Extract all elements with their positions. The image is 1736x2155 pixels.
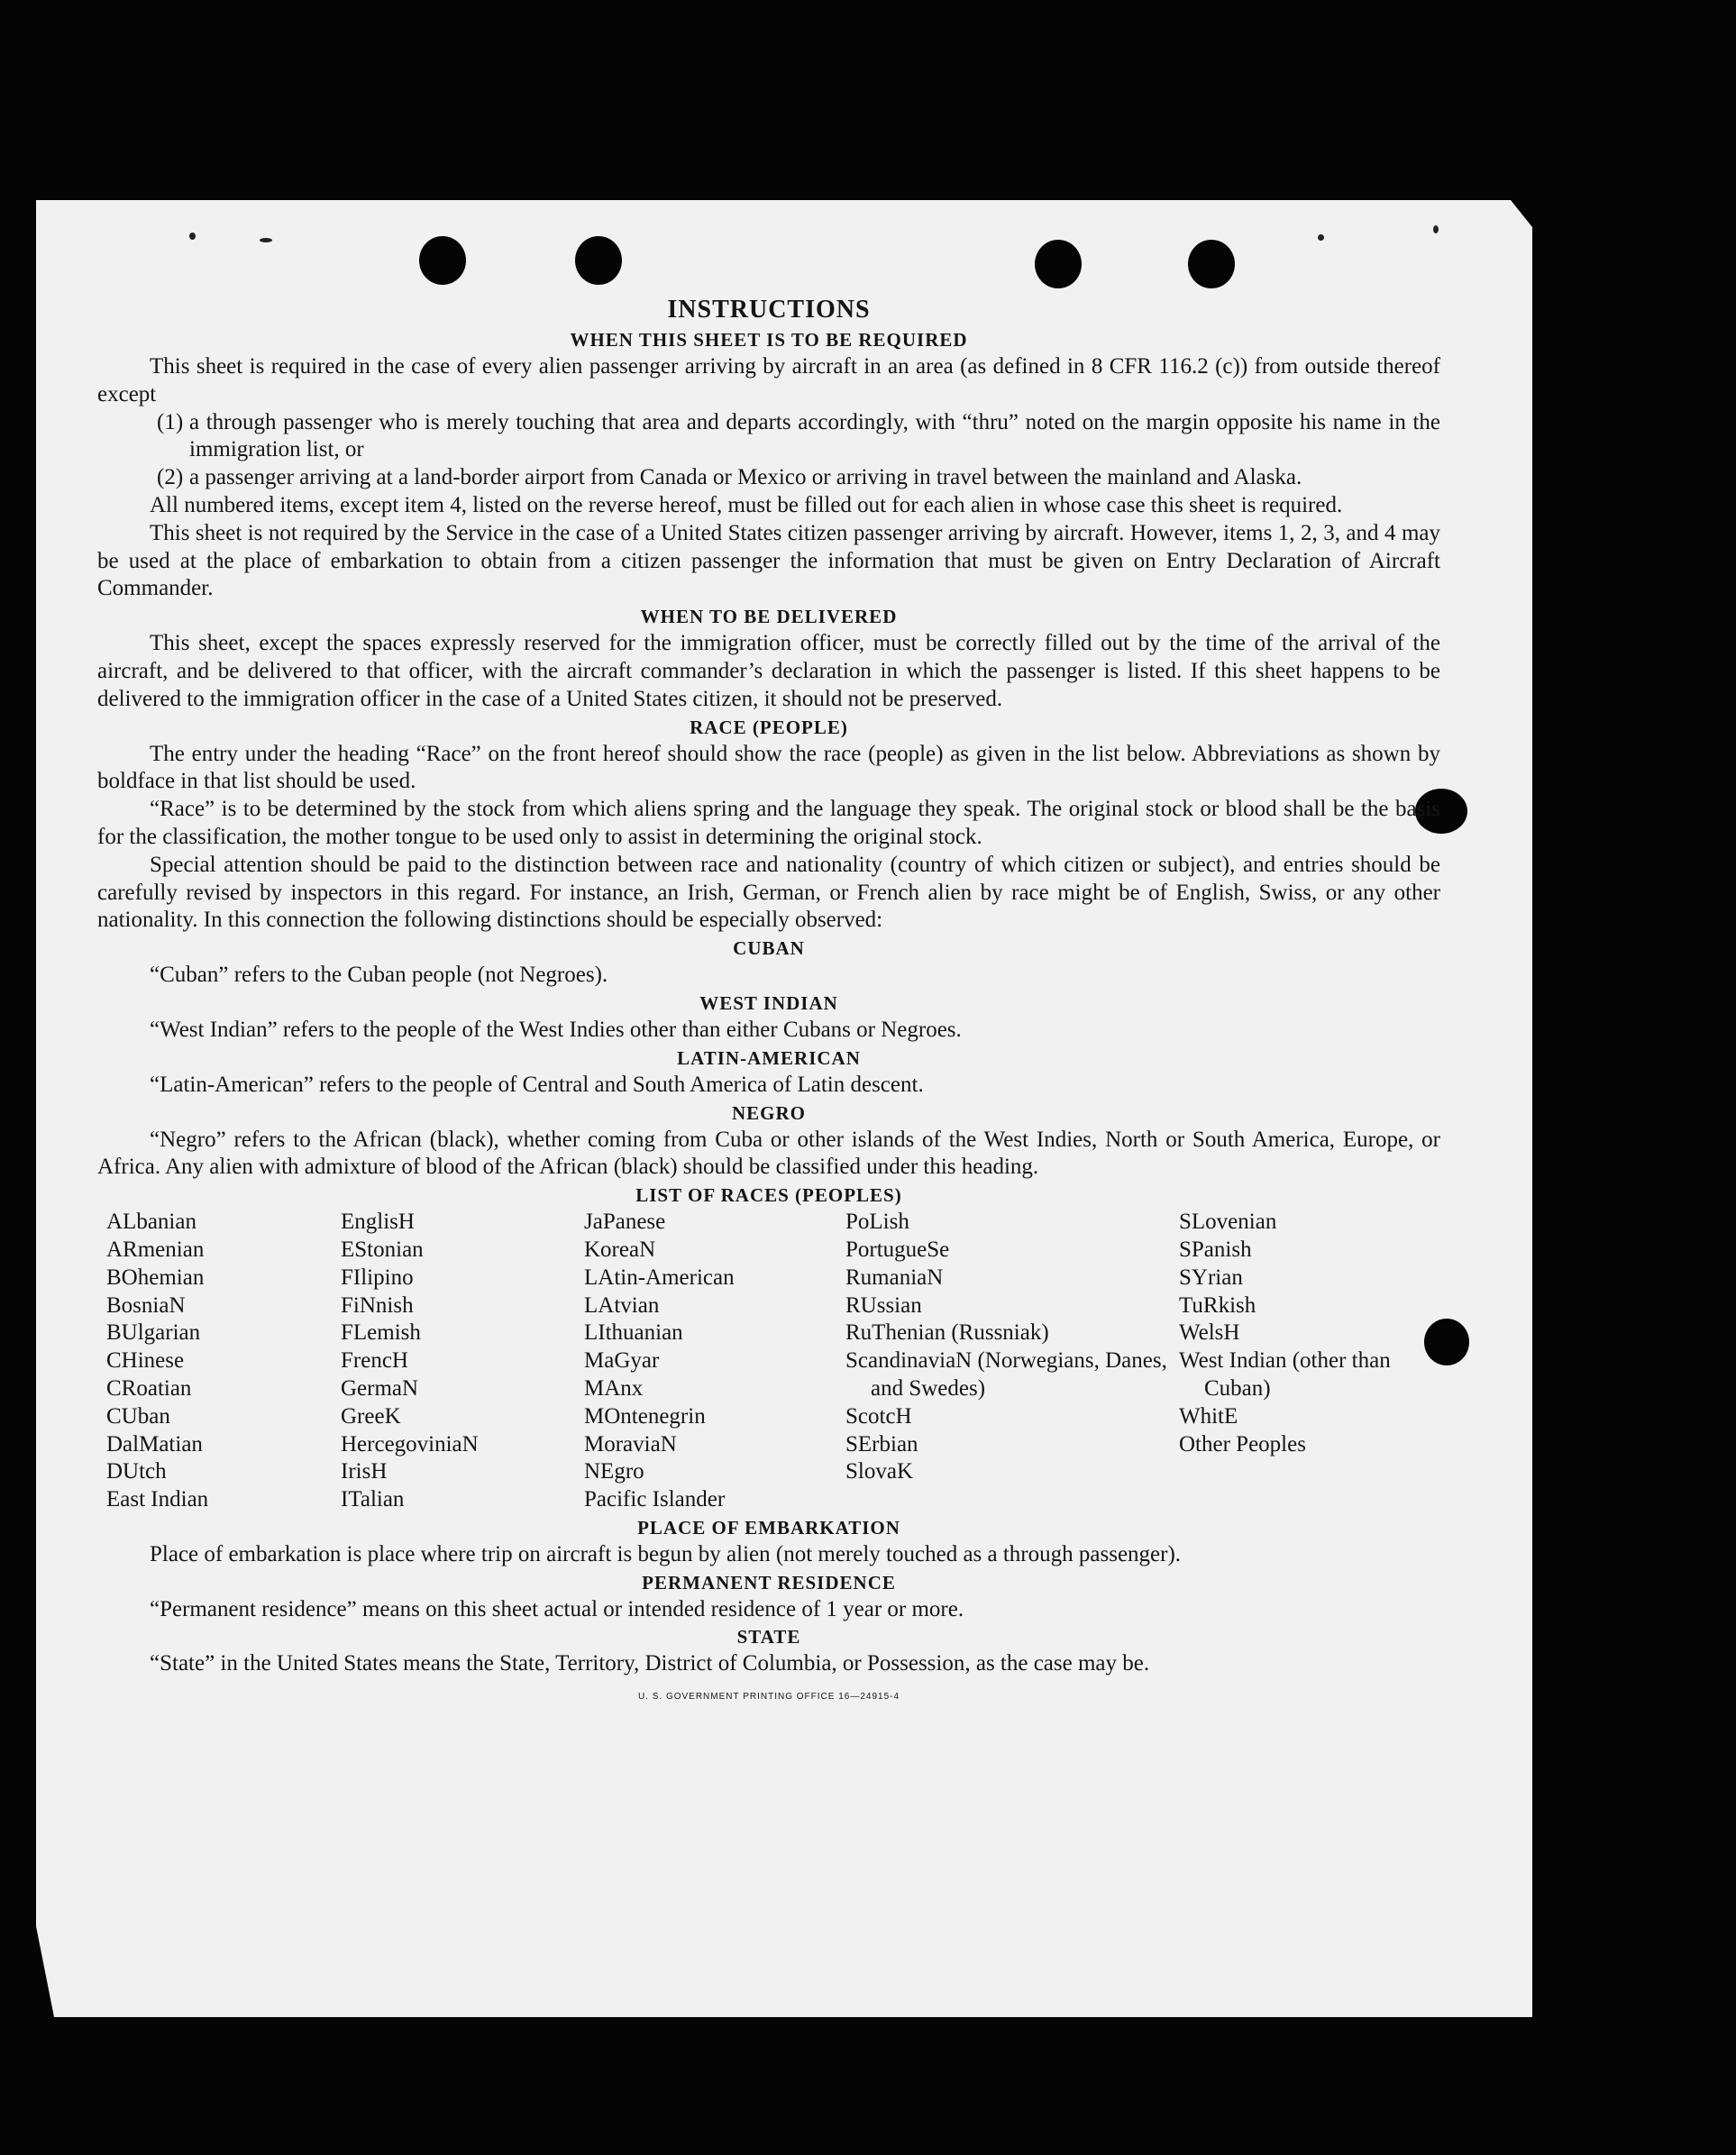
race-item: SErbian — [845, 1431, 918, 1456]
item-text: a through passenger who is merely touching that area and departs accordingly, with “thru” noted on the margin opposite his name in the immigration list, or — [189, 409, 1440, 462]
race-item: West Indian (other than Cuban) — [1179, 1348, 1391, 1401]
race-item: BosniaN — [106, 1292, 186, 1318]
race-item: DalMatian — [106, 1431, 203, 1456]
race-item: MaGyar — [584, 1348, 660, 1374]
section-heading: RACE (PEOPLE) — [690, 716, 848, 738]
race-item: NEgro — [584, 1459, 644, 1484]
speck — [1433, 225, 1439, 233]
item-text: a passenger arriving at a land-border airport from Canada or Mexico or arriving in travel between the mainland and Alaska. — [189, 465, 1302, 490]
race-item: SPanish — [1179, 1237, 1252, 1262]
race-item: FIlipino — [341, 1265, 414, 1290]
race-item: WelsH — [1179, 1320, 1240, 1346]
race-item: BUlgarian — [106, 1320, 201, 1346]
race-item: East Indian — [106, 1487, 209, 1512]
printer-imprint: U. S. GOVERNMENT PRINTING OFFICE 16—24915-4 — [637, 1692, 900, 1703]
race-item: FiNnish — [341, 1292, 414, 1318]
race-item: ScotcH — [845, 1403, 912, 1429]
race-item: GermaN — [341, 1375, 419, 1401]
punch-hole — [1188, 240, 1235, 288]
race-item: RumaniaN — [845, 1265, 944, 1290]
race-column — [584, 1209, 845, 1514]
instructions-content — [97, 294, 1440, 1712]
race-column — [845, 1209, 1179, 1514]
list-item — [97, 464, 1440, 492]
paragraph: This sheet is required in the case of every alien passenger arriving by aircraft in an area (as defined in 8 CFR 116.2 (c)) from outside thereof except — [97, 354, 1440, 406]
race-item: FrencH — [341, 1348, 408, 1374]
paragraph: This sheet, except the spaces expressly reserved for the immigration officer, must be correctly filled out by the time of the arrival of the aircraft, and be delivered to that officer, with the aircraft commander’s declaration in which the passenger is listed. If this sheet happens to be delivered to the immigration officer in the case of a United States citizen, it should not be preserved. — [97, 631, 1440, 711]
race-item: RuThenian (Russniak) — [845, 1320, 1049, 1346]
race-item: MOntenegrin — [584, 1403, 706, 1429]
race-item: LIthuanian — [584, 1320, 683, 1346]
paragraph: “Cuban” refers to the Cuban people (not Negroes). — [150, 963, 608, 988]
paragraph: “Permanent residence” means on this sheet actual or intended residence of 1 year or more. — [150, 1596, 964, 1621]
race-item: PoLish — [845, 1210, 909, 1235]
section-heading: NEGRO — [731, 1101, 806, 1124]
punch-hole — [1035, 240, 1082, 288]
race-item: ScandinaviaN (Norwegians, Danes, and Swedes) — [845, 1348, 1167, 1401]
race-item: LAtvian — [584, 1292, 660, 1318]
list-item — [97, 409, 1440, 465]
punch-hole — [419, 236, 466, 285]
race-item: EStonian — [341, 1237, 424, 1262]
race-item: CHinese — [106, 1348, 185, 1374]
section-heading: CUBAN — [733, 937, 805, 960]
section-heading: LIST OF RACES (PEOPLES) — [635, 1184, 902, 1207]
race-column — [341, 1209, 584, 1514]
paragraph: “State” in the United States means the State, Territory, District of Columbia, or Possession, as the case may be. — [150, 1651, 1150, 1676]
paragraph: “Latin-American” refers to the people of Central and South America of Latin descent. — [150, 1072, 924, 1097]
paragraph: This sheet is not required by the Service in the case of a United States citizen passenger arriving by aircraft. However, items 1, 2, 3, and 4 may be used at the place of embarkation to obtain from a citizen passenger the information that must be given on Entry Declaration of Aircraft Commander. — [97, 520, 1440, 601]
paragraph: The entry under the heading “Race” on the front hereof should show the race (people) as given in the list below. Abbreviations as shown by boldface in that list should be used. — [97, 741, 1440, 794]
race-item: EnglisH — [341, 1210, 415, 1235]
definitions — [97, 935, 1440, 1182]
race-item: PortugueSe — [845, 1237, 950, 1262]
race-item: HercegoviniaN — [341, 1431, 479, 1456]
race-item: SlovaK — [845, 1459, 913, 1484]
race-item: GreeK — [341, 1403, 401, 1429]
race-item: ARmenian — [106, 1237, 205, 1262]
paragraph: Special attention should be paid to the distinction between race and nationality (country of which citizen or subject), and entries should be carefully revised by inspectors in this regard. For instance, an Irish, German, or French alien by race might be of English, Swiss, or any other nationality. In this connection the following distinctions should be especially observed: — [97, 852, 1440, 933]
paragraph: “Negro” refers to the African (black), whether coming from Cuba or other islands of the West Indies, North or South America, Europe, or Africa. Any alien with admixture of blood of the African (black) should be classified under this heading. — [97, 1127, 1440, 1180]
race-item: JaPanese — [584, 1210, 666, 1235]
race-item: DUtch — [106, 1459, 167, 1484]
speck — [1318, 234, 1324, 241]
page-title: INSTRUCTIONS — [667, 296, 871, 324]
race-item: SLovenian — [1179, 1210, 1277, 1235]
paragraph: Place of embarkation is place where trip on aircraft is begun by alien (not merely touched as a through passenger). — [150, 1541, 1182, 1566]
race-item: MoraviaN — [584, 1431, 677, 1456]
race-item: CRoatian — [106, 1375, 192, 1401]
race-item: RUssian — [845, 1292, 922, 1318]
section-heading: STATE — [736, 1626, 801, 1648]
paragraph: “Race” is to be determined by the stock from which aliens spring and the language they speak. The original stock or blood shall be the basis for the classification, the mother tongue to be used only to assist in determining the original stock. — [97, 797, 1440, 849]
race-item: WhitE — [1179, 1403, 1238, 1429]
race-item: KoreaN — [584, 1237, 656, 1262]
race-item: SYrian — [1179, 1265, 1243, 1290]
race-item: MAnx — [584, 1375, 644, 1401]
race-item: IrisH — [341, 1459, 388, 1484]
race-item: TuRkish — [1179, 1292, 1256, 1318]
section-heading: PERMANENT RESIDENCE — [642, 1571, 896, 1593]
paragraph: “West Indian” refers to the people of the West Indies other than either Cubans or Negroes. — [150, 1017, 962, 1042]
race-item: LAtin-American — [584, 1265, 735, 1290]
race-list — [106, 1209, 1440, 1514]
race-item: FLemish — [341, 1320, 421, 1346]
race-item: Pacific Islander — [584, 1487, 726, 1512]
punch-hole — [575, 236, 622, 285]
race-item: BOhemian — [106, 1265, 205, 1290]
section-heading: WEST INDIAN — [699, 991, 838, 1014]
race-item: ALbanian — [106, 1210, 196, 1235]
item-label: (2) — [157, 465, 184, 490]
section-heading: PLACE OF EMBARKATION — [637, 1516, 900, 1539]
race-column — [106, 1209, 341, 1514]
race-item: CUban — [106, 1403, 170, 1429]
race-column — [1179, 1209, 1449, 1514]
section-heading: WHEN THIS SHEET IS TO BE REQUIRED — [570, 329, 968, 351]
speck — [189, 233, 196, 240]
race-item: Other Peoples — [1179, 1431, 1306, 1456]
section-heading: WHEN TO BE DELIVERED — [640, 606, 898, 628]
section-heading: LATIN-AMERICAN — [677, 1046, 861, 1069]
speck — [260, 238, 272, 242]
race-item: ITalian — [341, 1487, 405, 1512]
item-label: (1) — [157, 409, 184, 434]
paragraph: All numbered items, except item 4, listed on the reverse hereof, must be filled out for each alien in whose case this sheet is required. — [150, 492, 1343, 517]
